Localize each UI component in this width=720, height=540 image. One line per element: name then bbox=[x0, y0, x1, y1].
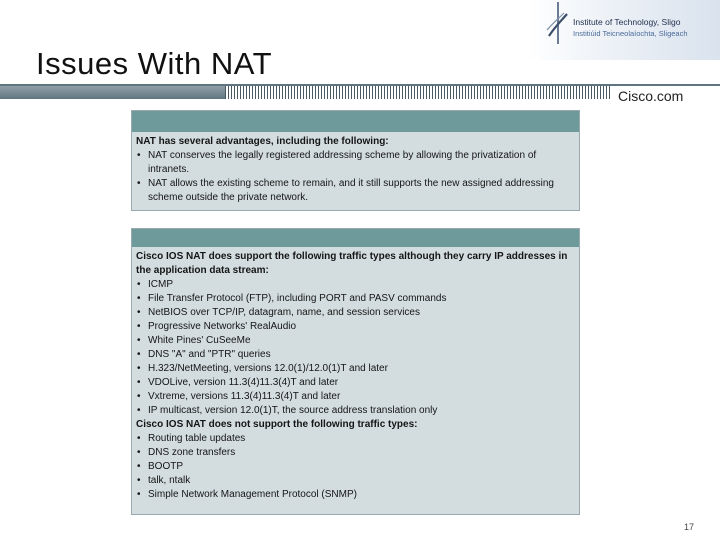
advantages-heading: NAT has several advantages, including the following: bbox=[136, 136, 389, 147]
traffic-types-content bbox=[132, 247, 579, 502]
advantages-content bbox=[132, 132, 579, 205]
logo-text-irish: Institiúid Teicneolaíochta, Sligeach bbox=[573, 29, 688, 38]
traffic-types-box-header bbox=[132, 229, 579, 247]
list-item: • White Pines' CuSeeMe bbox=[136, 334, 575, 348]
list-item: • Vxtreme, versions 11.3(4)11.3(4)T and later bbox=[136, 390, 575, 404]
list-item: • Routing table updates bbox=[136, 432, 575, 446]
advantages-box-header bbox=[132, 111, 579, 132]
list-item: • DNS "A" and "PTR" queries bbox=[136, 348, 575, 362]
unsupported-heading: Cisco IOS NAT does not support the following traffic types: bbox=[136, 419, 418, 430]
logo-text-english: Institute of Technology, Sligo bbox=[573, 17, 681, 27]
list-item: • NetBIOS over TCP/IP, datagram, name, and session services bbox=[136, 306, 575, 320]
list-item: • Progressive Networks' RealAudio bbox=[136, 320, 575, 334]
list-item: • File Transfer Protocol (FTP), including PORT and PASV commands bbox=[136, 292, 575, 306]
list-item: • VDOLive, version 11.3(4)11.3(4)T and later bbox=[136, 376, 575, 390]
list-item: • H.323/NetMeeting, versions 12.0(1)/12.0(1)T and later bbox=[136, 362, 575, 376]
header-band-stripes bbox=[225, 86, 610, 99]
header-band-left bbox=[0, 84, 225, 99]
cisco-brand: Cisco.com bbox=[618, 88, 684, 104]
traffic-types-box bbox=[131, 228, 580, 515]
slide-title: Issues With NAT bbox=[36, 46, 273, 81]
list-item: • ICMP bbox=[136, 278, 575, 292]
page-number: 17 bbox=[684, 522, 695, 532]
advantages-list bbox=[136, 149, 575, 205]
advantages-box bbox=[131, 110, 580, 211]
list-item: • Simple Network Management Protocol (SNMP) bbox=[136, 488, 575, 502]
logo-swoosh-icon bbox=[546, 10, 568, 38]
list-item: • BOOTP bbox=[136, 460, 575, 474]
list-item: • NAT conserves the legally registered addressing scheme by allowing the privatization of intranets. bbox=[136, 149, 575, 177]
supported-heading: Cisco IOS NAT does support the following traffic types although they carry IP addresses in the application data stream: bbox=[136, 251, 568, 276]
supported-list bbox=[136, 278, 575, 418]
unsupported-list bbox=[136, 432, 575, 502]
list-item: • talk, ntalk bbox=[136, 474, 575, 488]
list-item: • NAT allows the existing scheme to remain, and it still supports the new assigned addressing scheme outside the private network. bbox=[136, 177, 575, 205]
list-item: • IP multicast, version 12.0(1)T, the source address translation only bbox=[136, 404, 575, 418]
list-item: • DNS zone transfers bbox=[136, 446, 575, 460]
